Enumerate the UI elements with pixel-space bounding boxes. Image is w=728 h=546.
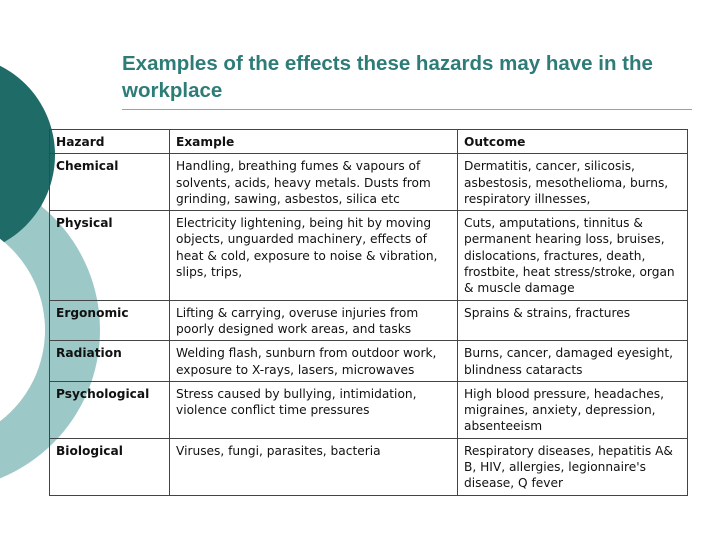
hazard-cell: Biological bbox=[50, 438, 170, 495]
example-cell: Viruses, fungi, parasites, bacteria bbox=[170, 438, 458, 495]
hazard-cell: Physical bbox=[50, 211, 170, 300]
table-row bbox=[50, 341, 688, 382]
title-divider bbox=[122, 109, 692, 110]
example-cell: Welding flash, sunburn from outdoor work, exposure to X-rays, lasers, microwaves bbox=[170, 341, 458, 382]
hazard-cell: Radiation bbox=[50, 341, 170, 382]
header-example: Example bbox=[170, 130, 458, 154]
outcome-cell: Sprains & strains, fractures bbox=[458, 300, 688, 341]
hazard-cell: Ergonomic bbox=[50, 300, 170, 341]
header-outcome: Outcome bbox=[458, 130, 688, 154]
outcome-cell: High blood pressure, headaches, migraines, anxiety, depression, absenteeism bbox=[458, 381, 688, 438]
table-header-row bbox=[50, 130, 688, 154]
outcome-cell: Dermatitis, cancer, silicosis, asbestosis, mesothelioma, burns, respiratory illnesses, bbox=[458, 154, 688, 211]
outcome-cell: Cuts, amputations, tinnitus & permanent hearing loss, bruises, dislocations, fractures, death, frostbite, heat stress/stroke, organ & muscle damage bbox=[458, 211, 688, 300]
table-row bbox=[50, 211, 688, 300]
table-row bbox=[50, 300, 688, 341]
example-cell: Lifting & carrying, overuse injuries from poorly designed work areas, and tasks bbox=[170, 300, 458, 341]
table-row bbox=[50, 154, 688, 211]
hazard-cell: Chemical bbox=[50, 154, 170, 211]
header-hazard: Hazard bbox=[50, 130, 170, 154]
example-cell: Handling, breathing fumes & vapours of solvents, acids, heavy metals. Dusts from grinding, sawing, asbestos, silica etc bbox=[170, 154, 458, 211]
slide-title: Examples of the effects these hazards may have in the workplace bbox=[122, 52, 653, 102]
example-cell: Electricity lightening, being hit by moving objects, unguarded machinery, effects of heat & cold, exposure to noise & vibration, slips, trips, bbox=[170, 211, 458, 300]
outcome-cell: Respiratory diseases, hepatitis A& B, HIV, allergies, legionnaire's disease, Q fever bbox=[458, 438, 688, 495]
hazards-table bbox=[49, 129, 688, 496]
table-row bbox=[50, 438, 688, 495]
table-row bbox=[50, 381, 688, 438]
hazard-cell: Psychological bbox=[50, 381, 170, 438]
outcome-cell: Burns, cancer, damaged eyesight, blindness cataracts bbox=[458, 341, 688, 382]
example-cell: Stress caused by bullying, intimidation, violence conflict time pressures bbox=[170, 381, 458, 438]
